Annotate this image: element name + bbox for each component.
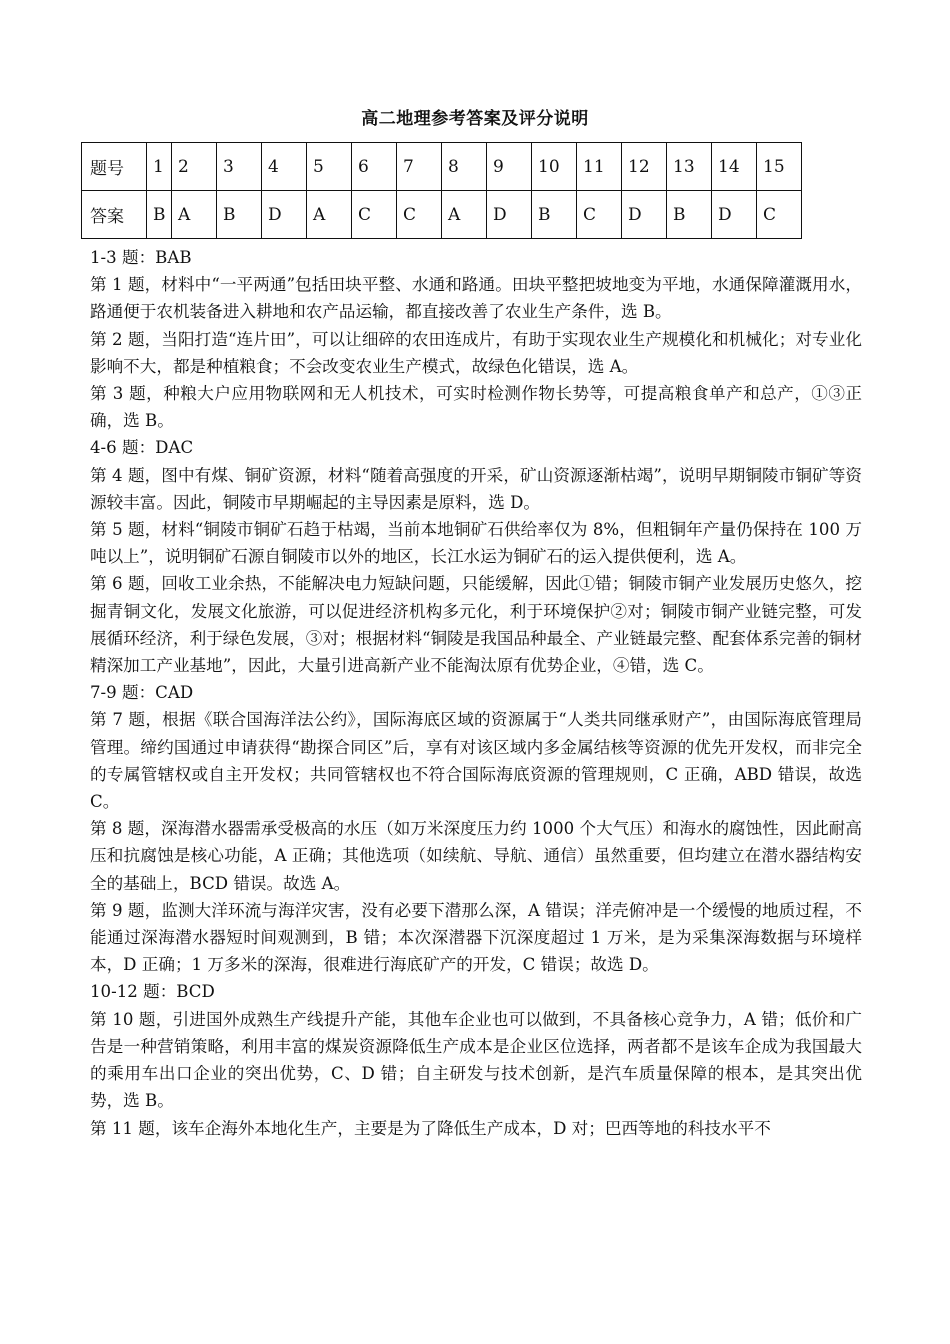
table-cell: 12: [622, 143, 667, 191]
section-heading: 7-9 题：CAD: [90, 683, 194, 703]
table-cell: D: [712, 191, 757, 239]
explanation-paragraph: 第 3 题，种粮大户应用物联网和无人机技术，可实时检测作物长势等，可提高粮食单产和总产，①③正确，选 B。: [90, 384, 862, 431]
section-heading: 1-3 题：BAB: [90, 248, 192, 267]
explanation-paragraph: 第 4 题，图中有煤、铜矿资源，材料“随着高强度的开采，矿山资源逐渐枯竭”，说明早期铜陵市铜矿等资源较丰富。因此，铜陵市早期崛起的主导因素是原料，选 D。: [90, 465, 862, 512]
explanation-paragraph: 第 8 题，深海潜水器需承受极高的水压（如万米深度压力约 1000 个大气压）和海水的腐蚀性，因此耐高压和抗腐蚀是核心功能，A 正确；其他选项（如续航、导航、通信）虽然重要，但均建立在潜水器结构安全的基础上，BCD 错误。故选 A。: [90, 819, 862, 893]
table-cell: C: [397, 191, 442, 239]
explanation-paragraph: 第 5 题，材料“铜陵市铜矿石趋于枯竭，当前本地铜矿石供给率仅为 8%，但粗铜年产量仍保持在 100 万吨以上”，说明铜矿石源自铜陵市以外的地区，长江水运为铜矿石的运入提供便利，选 A。: [90, 520, 862, 567]
table-cell: 9: [487, 143, 532, 191]
table-cell: D: [487, 191, 532, 239]
table-cell: D: [622, 191, 667, 239]
table-cell: 3: [217, 143, 262, 191]
table-cell: 2: [172, 143, 217, 191]
explanation-paragraph: 第 10 题，引进国外成熟生产线提升产能，其他车企业也可以做到，不具备核心竞争力，A 错；低价和广告是一种营销策略，利用丰富的煤炭资源降低生产成本是企业区位选择，两者都不是该车企成为我国最大的乘用车出口企业的突出优势，C、D 错；自主研发与技术创新，是汽车质量保障的根本，是其突出优势，选 B。: [90, 1009, 862, 1111]
table-cell: B: [147, 191, 172, 239]
table-cell: 15: [757, 143, 802, 191]
table-header-number: 题号: [82, 143, 147, 191]
table-cell: C: [352, 191, 397, 239]
explanation-paragraph: 第 1 题，材料中“一平两通”包括田块平整、水通和路通。田块平整把坡地变为平地，水通保障灌溉用水，路通便于农机装备进入耕地和农产品运输，都直接改善了农业生产条件，选 B。: [90, 275, 862, 322]
explanation-paragraph: 第 7 题，根据《联合国海洋法公约》，国际海底区域的资源属于“人类共同继承财产”，由国际海底管理局管理。缔约国通过申请获得“勘探合同区”后，享有对该区域内多金属结核等资源的优先开发权，而非完全的专属管辖权或自主开发权；共同管辖权也不符合国际海底资源的管理规则，C 正确，ABD 错误，故选 C。: [90, 710, 862, 812]
section-heading: 10-12 题：BCD: [90, 982, 215, 1002]
table-cell: B: [217, 191, 262, 239]
table-cell: 4: [262, 143, 307, 191]
explanation-paragraph: 第 2 题，当阳打造“连片田”，可以让细碎的农田连成片，有助于实现农业生产规模化和机械化；对专业化影响不大，都是种植粮食；不会改变农业生产模式，故绿色化错误，选 A。: [90, 329, 862, 376]
table-cell: 1: [147, 143, 172, 191]
table-row-numbers: [82, 143, 802, 191]
page-title: 高二地理参考答案及评分说明: [361, 109, 589, 129]
table-cell: 8: [442, 143, 487, 191]
table-cell: 5: [307, 143, 352, 191]
table-cell: 14: [712, 143, 757, 191]
table-cell: C: [757, 191, 802, 239]
answer-explanations: [90, 244, 862, 1142]
table-cell: 11: [577, 143, 622, 191]
explanation-paragraph: 第 11 题，该车企海外本地化生产，主要是为了降低生产成本，D 对；巴西等地的科技水平不: [90, 1118, 771, 1138]
table-cell: C: [577, 191, 622, 239]
section-heading: 4-6 题：DAC: [90, 438, 194, 458]
table-cell: 13: [667, 143, 712, 191]
table-cell: A: [172, 191, 217, 239]
table-cell: 7: [397, 143, 442, 191]
table-header-answer: 答案: [82, 191, 147, 239]
table-cell: 10: [532, 143, 577, 191]
table-cell: 6: [352, 143, 397, 191]
table-cell: B: [667, 191, 712, 239]
table-cell: A: [442, 191, 487, 239]
explanation-paragraph: 第 6 题，回收工业余热，不能解决电力短缺问题，只能缓解，因此①错；铜陵市铜产业发展历史悠久，挖掘青铜文化，发展文化旅游，可以促进经济机构多元化，利于环境保护②对；铜陵市铜产业链完整，可发展循环经济，利于绿色发展，③对；根据材料“铜陵是我国品种最全、产业链最完整、配套体系完善的铜材精深加工产业基地”，因此，大量引进高新产业不能淘汰原有优势企业，④错，选 C。: [90, 574, 862, 676]
table-cell: B: [532, 191, 577, 239]
table-cell: A: [307, 191, 352, 239]
answer-table: [81, 142, 802, 239]
table-cell: D: [262, 191, 307, 239]
explanation-paragraph: 第 9 题，监测大洋环流与海洋灾害，没有必要下潜那么深，A 错误；洋壳俯冲是一个缓慢的地质过程，不能通过深海潜水器短时间观测到，B 错；本次深潜器下沉深度超过 1 万米，是为采集深海数据与环境样本，D 正确；1 万多米的深海，很难进行海底矿产的开发，C 错误；故选 D。: [90, 900, 862, 975]
table-row-answers: [82, 191, 802, 239]
